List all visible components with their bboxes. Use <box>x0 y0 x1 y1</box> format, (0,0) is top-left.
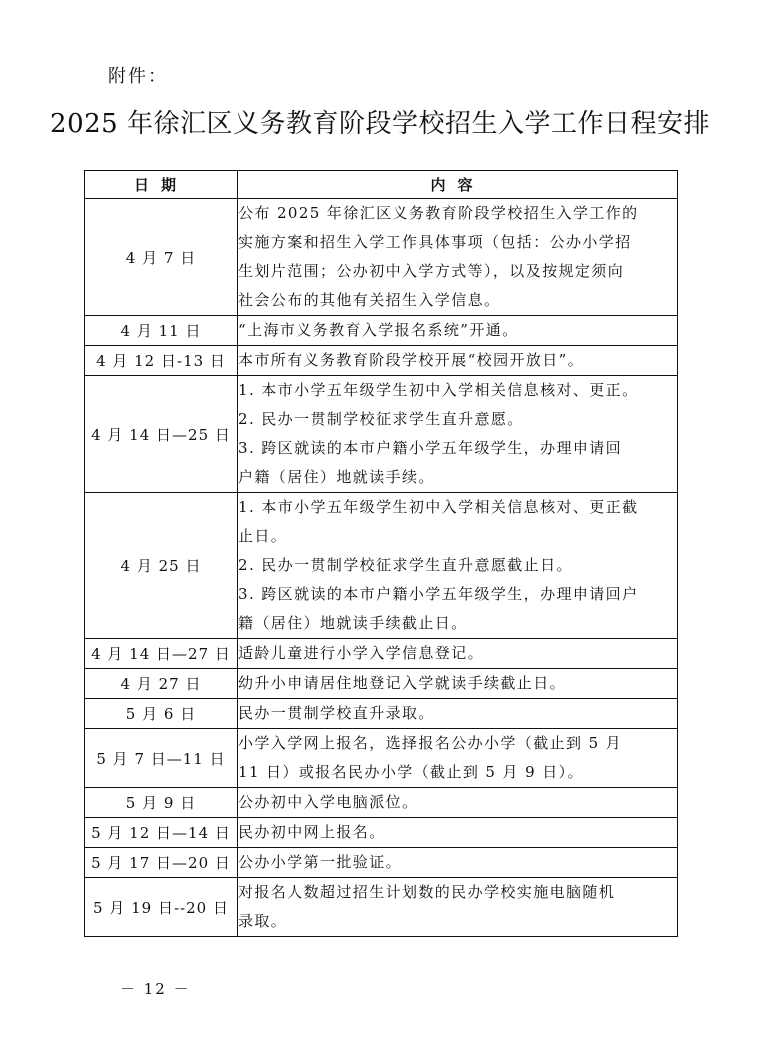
row-date: 5 月 17 日—20 日 <box>85 848 238 878</box>
row-content <box>238 316 678 346</box>
content-line: 11 日）或报名民办小学（截止到 5 月 9 日）。 <box>238 763 584 781</box>
content-line: 本市所有义务教育阶段学校开展“校园开放日”。 <box>238 351 585 369</box>
content-line: 公布 2025 年徐汇区义务教育阶段学校招生入学工作的 <box>238 204 639 222</box>
row-content <box>238 346 678 376</box>
table-row <box>85 818 678 848</box>
table-row <box>85 878 678 937</box>
table-row <box>85 848 678 878</box>
schedule-table <box>84 170 678 937</box>
content-line: 户籍（居住）地就读手续。 <box>238 468 435 486</box>
row-content <box>238 639 678 669</box>
table-row <box>85 316 678 346</box>
row-date: 5 月 7 日—11 日 <box>85 729 238 788</box>
table-row <box>85 199 678 316</box>
table-header-row <box>85 171 678 199</box>
content-line: 小学入学网上报名，选择报名公办小学（截止到 5 月 <box>238 734 623 752</box>
row-content <box>238 376 678 493</box>
table-row <box>85 639 678 669</box>
content-line: 1. 本市小学五年级学生初中入学相关信息核对、更正。 <box>238 381 639 399</box>
row-content <box>238 878 678 937</box>
row-date: 4 月 7 日 <box>85 199 238 316</box>
schedule-body <box>85 199 678 937</box>
row-date: 5 月 19 日--20 日 <box>85 878 238 937</box>
row-content <box>238 493 678 639</box>
row-date: 5 月 6 日 <box>85 699 238 729</box>
content-line: 公办初中入学电脑派位。 <box>238 793 419 811</box>
row-date: 4 月 14 日—27 日 <box>85 639 238 669</box>
row-date: 4 月 14 日—25 日 <box>85 376 238 493</box>
content-line: 公办小学第一批验证。 <box>238 853 403 871</box>
content-line: “上海市义务教育入学报名系统”开通。 <box>238 321 519 339</box>
content-line: 3. 跨区就读的本市户籍小学五年级学生，办理申请回户 <box>238 585 639 603</box>
content-line: 2. 民办一贯制学校征求学生直升意愿截止日。 <box>238 556 573 574</box>
row-date: 4 月 11 日 <box>85 316 238 346</box>
content-line: 止日。 <box>238 527 288 545</box>
row-content <box>238 848 678 878</box>
table-row <box>85 493 678 639</box>
header-content: 内容 <box>238 171 678 199</box>
row-date: 4 月 25 日 <box>85 493 238 639</box>
content-line: 1. 本市小学五年级学生初中入学相关信息核对、更正截 <box>238 498 639 516</box>
content-line: 3. 跨区就读的本市户籍小学五年级学生，办理申请回 <box>238 439 623 457</box>
content-line: 籍（居住）地就读手续截止日。 <box>238 614 468 632</box>
row-content <box>238 729 678 788</box>
row-content <box>238 699 678 729</box>
content-line: 2. 民办一贯制学校征求学生直升意愿。 <box>238 410 524 428</box>
page-title: 2025 年徐汇区义务教育阶段学校招生入学工作日程安排 <box>50 109 710 139</box>
row-date: 4 月 27 日 <box>85 669 238 699</box>
content-line: 对报名人数超过招生计划数的民办学校实施电脑随机 <box>238 883 616 901</box>
table-row <box>85 669 678 699</box>
content-line: 民办初中网上报名。 <box>238 823 386 841</box>
row-date: 4 月 12 日-13 日 <box>85 346 238 376</box>
table-row <box>85 376 678 493</box>
content-line: 实施方案和招生入学工作具体事项（包括：公办小学招 <box>238 233 632 251</box>
content-line: 社会公布的其他有关招生入学信息。 <box>238 291 501 309</box>
table-row <box>85 729 678 788</box>
row-content <box>238 818 678 848</box>
row-date: 5 月 9 日 <box>85 788 238 818</box>
content-line: 适龄儿童进行小学入学信息登记。 <box>238 644 485 662</box>
page-number: － 12 － <box>120 980 191 998</box>
header-date: 日期 <box>85 171 238 199</box>
row-content <box>238 788 678 818</box>
content-line: 幼升小申请居住地登记入学就读手续截止日。 <box>238 674 567 692</box>
row-content <box>238 669 678 699</box>
row-content <box>238 199 678 316</box>
content-line: 录取。 <box>238 912 288 930</box>
table-row <box>85 346 678 376</box>
content-line: 生划片范围；公办初中入学方式等），以及按规定须向 <box>238 262 625 280</box>
table-row <box>85 699 678 729</box>
table-row <box>85 788 678 818</box>
row-date: 5 月 12 日—14 日 <box>85 818 238 848</box>
attachment-label: 附件： <box>108 66 168 87</box>
content-line: 民办一贯制学校直升录取。 <box>238 704 435 722</box>
